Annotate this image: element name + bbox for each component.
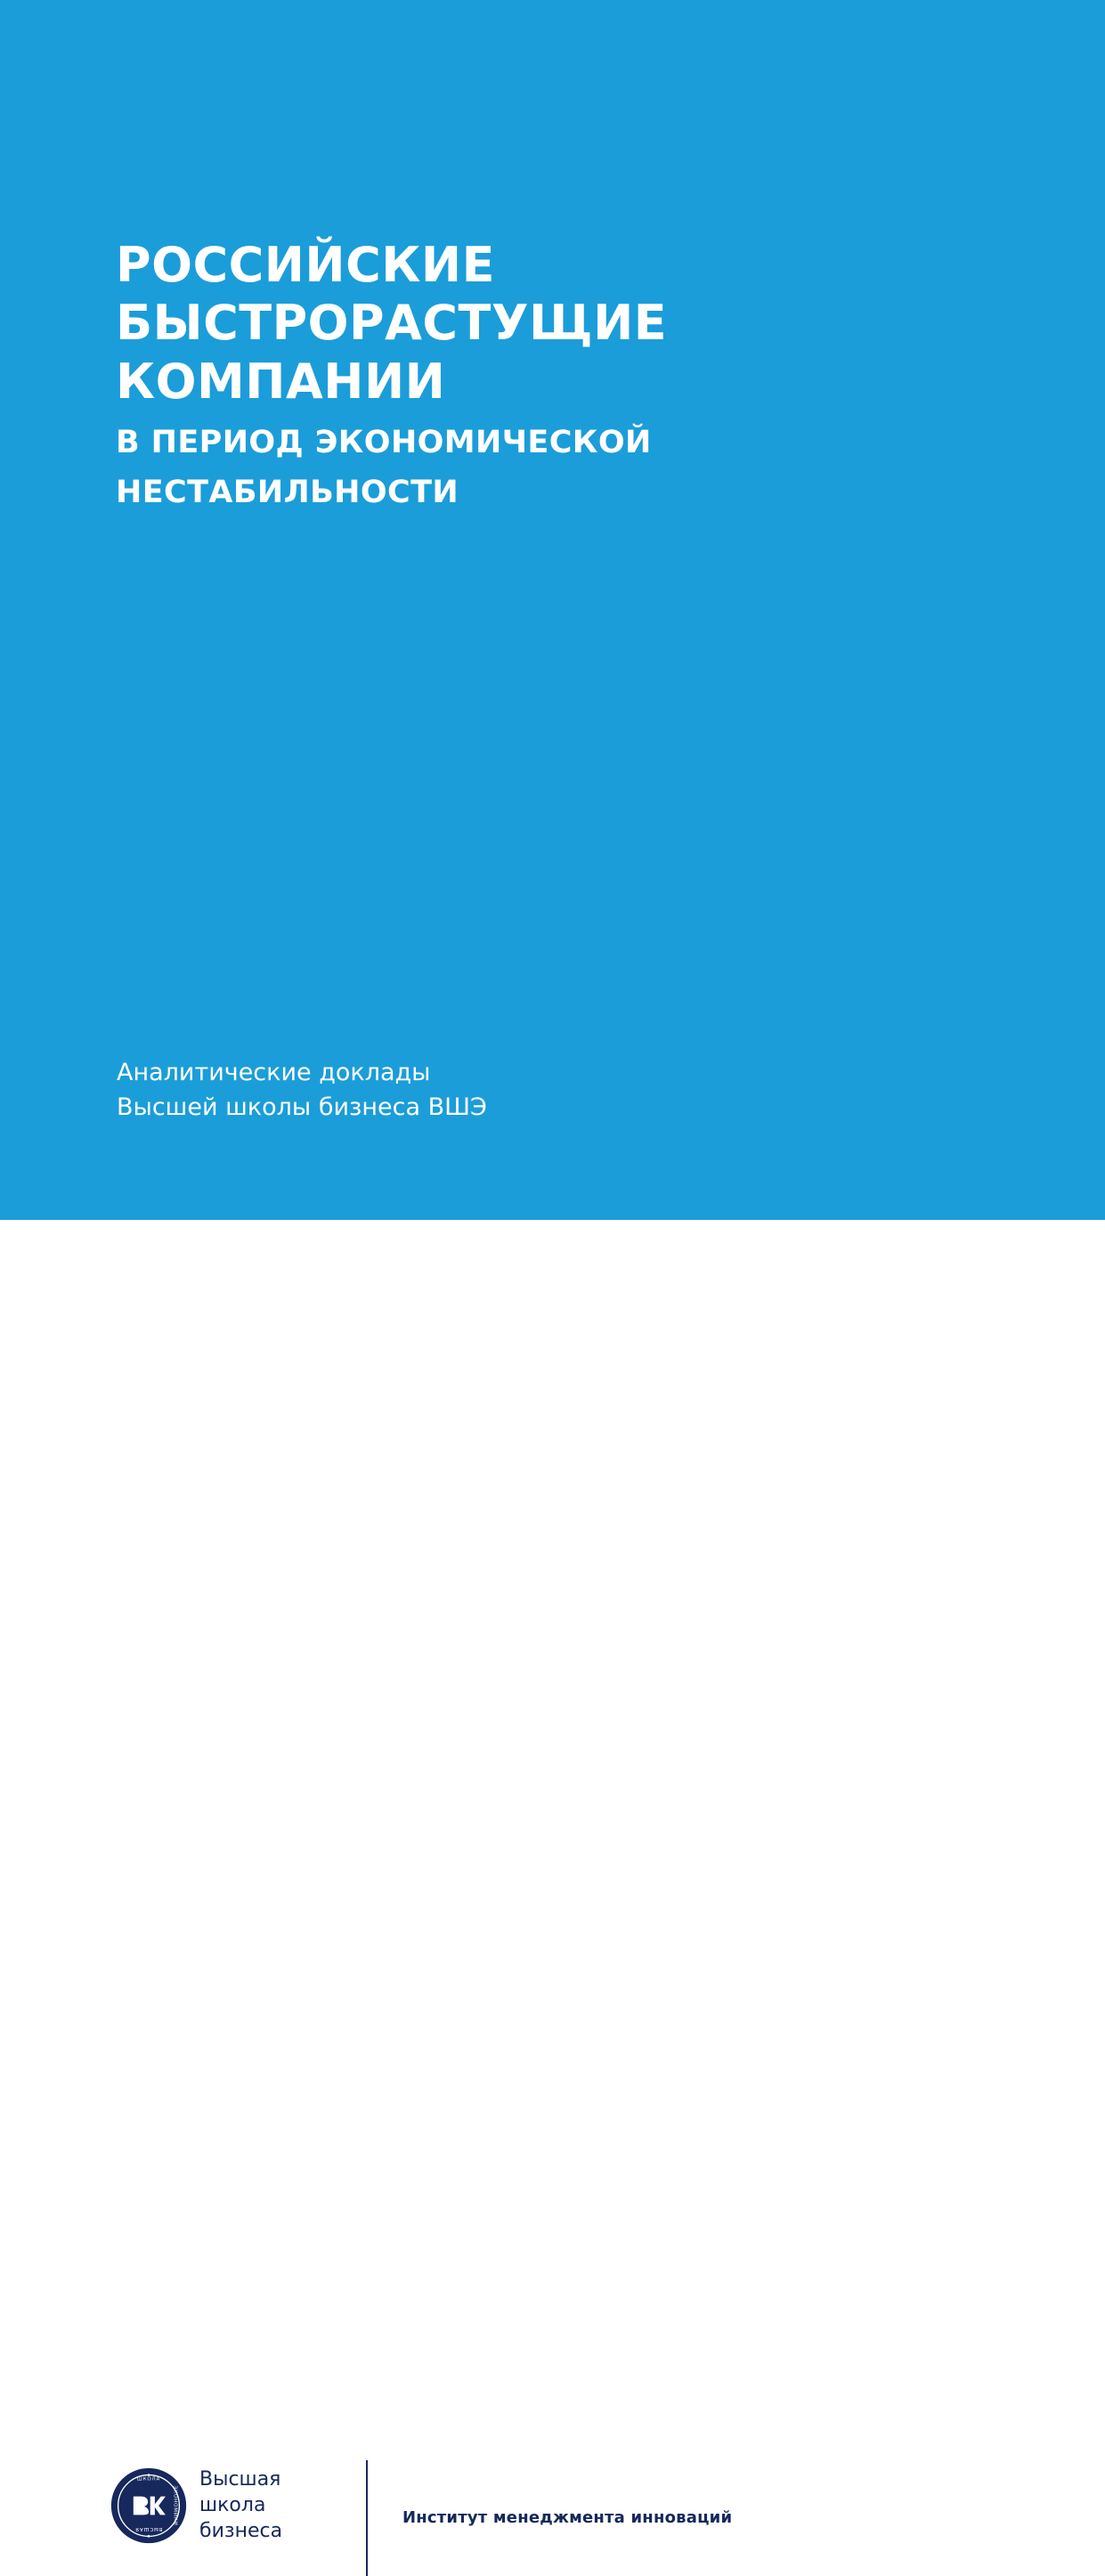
hse-logo-name-line-1: Высшая [199, 2468, 281, 2491]
cover-color-panel [0, 0, 1105, 1220]
svg-text:ЭКОНОМИКИ: ЭКОНОМИКИ [172, 2484, 178, 2526]
title-line-1: РОССИЙСКИЕ [116, 237, 495, 293]
footer-divider [366, 2460, 368, 2576]
page-title [116, 236, 917, 410]
cover-footer [0, 1220, 1105, 2543]
subtitle-line-1: В ПЕРИОД ЭКОНОМИЧЕСКОЙ [116, 424, 652, 460]
svg-text:ВЫСШАЯ: ВЫСШАЯ [134, 2525, 163, 2531]
series-line-2: Высшей школы бизнеса ВШЭ [117, 1093, 487, 1122]
hse-logo-name-line-2: школа [199, 2494, 266, 2517]
title-line-2: БЫСТРОРАСТУЩИЕ [116, 295, 668, 352]
series-line-1: Аналитические доклады [117, 1059, 431, 1086]
hse-logo-name-line-3: бизнеса [199, 2520, 283, 2543]
title-block [116, 236, 917, 517]
subtitle-line-2: НЕСТАБИЛЬНОСТИ [116, 474, 459, 510]
series-block [117, 1055, 740, 1125]
svg-text:ШКОЛА: ШКОЛА [136, 2476, 161, 2483]
hse-emblem-icon [110, 2467, 187, 2544]
institute-label: Институт менеджмента инноваций [402, 2508, 733, 2527]
page-subtitle [116, 418, 917, 517]
hse-logo [110, 2466, 282, 2544]
title-line-3: КОМПАНИИ [116, 353, 446, 410]
hse-logo-name [199, 2466, 282, 2544]
